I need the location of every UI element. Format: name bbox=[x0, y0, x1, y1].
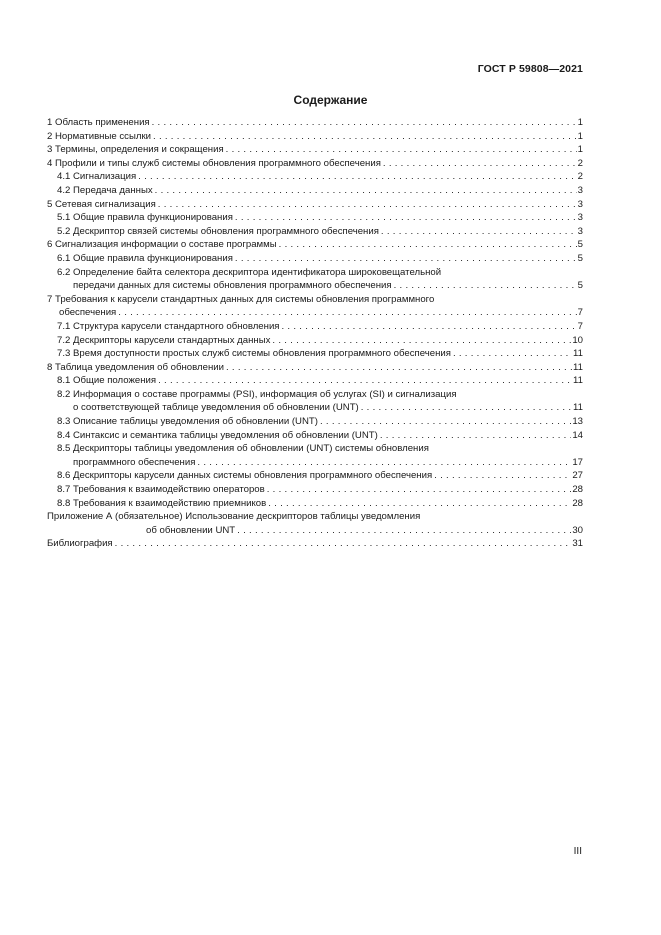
toc-entry-title: 8.7 Требования к взаимодействию операторов bbox=[57, 484, 265, 496]
toc-entry[interactable] bbox=[47, 238, 583, 252]
dot-leader bbox=[267, 483, 572, 497]
toc-entry-page: 27 bbox=[572, 470, 583, 482]
toc-entry[interactable] bbox=[47, 429, 583, 443]
toc-entry-page: 11 bbox=[573, 361, 583, 373]
toc-entry-title: об обновлении UNT bbox=[146, 524, 236, 536]
dot-leader bbox=[155, 184, 577, 198]
document-id: ГОСТ Р 59808—2021 bbox=[477, 63, 583, 75]
toc-entry-title: обеспечения bbox=[59, 307, 117, 319]
toc-entry-page: 1 bbox=[577, 144, 583, 156]
toc-entry[interactable] bbox=[47, 211, 583, 225]
dot-leader bbox=[320, 415, 571, 429]
toc-entry-page: 5 bbox=[577, 239, 583, 251]
toc-entry-first-line: 6.2 Определение байта селектора дескриптора идентификатора широковещательной bbox=[57, 266, 442, 278]
toc-entry-title: 8.3 Описание таблицы уведомления об обновлении (UNT) bbox=[57, 416, 318, 428]
toc-entry[interactable] bbox=[47, 252, 583, 266]
toc-entry-page: 10 bbox=[572, 334, 583, 346]
toc-entry[interactable] bbox=[47, 198, 583, 212]
toc-entry[interactable] bbox=[47, 497, 583, 511]
toc-entry-title: 8.8 Требования к взаимодействию приемников bbox=[57, 497, 267, 509]
dot-leader bbox=[158, 374, 572, 388]
dot-leader bbox=[434, 469, 571, 483]
toc-entry[interactable] bbox=[47, 116, 583, 130]
toc-entry-page: 1 bbox=[577, 130, 583, 142]
toc-entry-page: 7 bbox=[577, 307, 583, 319]
toc-entry[interactable] bbox=[47, 415, 583, 429]
toc-entry-title: 6.1 Общие правила функционирования bbox=[57, 252, 233, 264]
page-number: III bbox=[573, 846, 582, 857]
toc-entry-title: программного обеспечения bbox=[73, 456, 196, 468]
dot-leader bbox=[361, 401, 572, 415]
toc-entry[interactable] bbox=[47, 279, 583, 293]
toc-entry-title: 7.1 Структура карусели стандартного обновления bbox=[57, 320, 280, 332]
toc-entry-title: 5 Сетевая сигнализация bbox=[47, 198, 156, 210]
toc-entry-title: 2 Нормативные ссылки bbox=[47, 130, 152, 142]
toc-entry[interactable] bbox=[47, 524, 583, 538]
toc-entry-page: 14 bbox=[572, 429, 583, 441]
dot-leader bbox=[152, 116, 577, 130]
toc-entry-title: 8.6 Дескрипторы карусели данных системы обновления программного обеспечения bbox=[57, 470, 433, 482]
toc-entry-page: 2 bbox=[577, 171, 583, 183]
toc-entry-title: 8 Таблица уведомления об обновлении bbox=[47, 361, 224, 373]
toc-entry[interactable] bbox=[47, 347, 583, 361]
toc-entry-title: 8.4 Синтаксис и семантика таблицы уведомления об обновлении (UNT) bbox=[57, 429, 378, 441]
dot-leader bbox=[394, 279, 577, 293]
toc-entry-page: 1 bbox=[577, 117, 583, 128]
toc-entry-page: 3 bbox=[577, 212, 583, 224]
dot-leader bbox=[237, 524, 571, 538]
page-title: Содержание bbox=[293, 93, 368, 107]
toc-entry-page: 11 bbox=[573, 375, 583, 387]
toc-entry[interactable] bbox=[47, 456, 583, 470]
toc-entry-page: 3 bbox=[577, 225, 583, 237]
dot-leader bbox=[158, 198, 577, 212]
toc-entry-title: 4 Профили и типы служб системы обновления программного обеспечения bbox=[47, 157, 381, 169]
toc-entry-title: 7.3 Время доступности простых служб системы обновления программного обеспечения bbox=[57, 348, 451, 360]
dot-leader bbox=[381, 225, 577, 239]
toc-entry-page: 13 bbox=[572, 416, 583, 428]
toc-entry-title: Библиография bbox=[47, 538, 113, 550]
dot-leader bbox=[282, 320, 577, 334]
toc-entry-page: 30 bbox=[572, 524, 583, 536]
toc-entry[interactable] bbox=[47, 361, 583, 375]
toc-entry-page: 11 bbox=[573, 402, 583, 414]
toc-entry-title: 5.1 Общие правила функционирования bbox=[57, 212, 233, 224]
dot-leader bbox=[279, 238, 577, 252]
toc-entry-title: 8.1 Общие положения bbox=[57, 375, 157, 387]
toc-entry[interactable] bbox=[47, 320, 583, 334]
toc-entry-title: передачи данных для системы обновления программного обеспечения bbox=[73, 280, 392, 292]
toc-entry-page: 7 bbox=[577, 320, 583, 332]
toc-entry-title: 1 Область применения bbox=[47, 117, 150, 128]
dot-leader bbox=[153, 130, 577, 144]
toc-entry[interactable] bbox=[47, 130, 583, 144]
toc-entry[interactable] bbox=[47, 401, 583, 415]
toc-entry-title: 6 Сигнализация информации о составе программы bbox=[47, 239, 277, 251]
toc-entry-first-line: 8.5 Дескрипторы таблицы уведомления об обновлении (UNT) системы обновления bbox=[57, 443, 429, 455]
toc-entry[interactable] bbox=[47, 469, 583, 483]
toc-entry-page: 3 bbox=[577, 198, 583, 210]
toc-entry-page: 5 bbox=[577, 280, 583, 292]
toc-entry-page: 28 bbox=[572, 497, 583, 509]
toc-entry-page: 2 bbox=[577, 157, 583, 169]
toc-entry[interactable] bbox=[47, 374, 583, 388]
toc-entry-first-line: Приложение А (обязательное) Использование дескрипторов таблицы уведомления bbox=[47, 511, 421, 523]
toc-entry-title: 3 Термины, определения и сокращения bbox=[47, 144, 224, 156]
toc-entry-title: 4.2 Передача данных bbox=[57, 184, 153, 196]
dot-leader bbox=[380, 429, 572, 443]
toc-entry-page: 31 bbox=[572, 538, 583, 550]
dot-leader bbox=[118, 306, 576, 320]
dot-leader bbox=[268, 497, 571, 511]
toc-entry[interactable] bbox=[47, 157, 583, 171]
dot-leader bbox=[383, 157, 577, 171]
dot-leader bbox=[235, 211, 577, 225]
toc-entry-title: о соответствующей таблице уведомления об обновлении (UNT) bbox=[73, 402, 359, 414]
dot-leader bbox=[226, 361, 572, 375]
toc-entry[interactable] bbox=[47, 143, 583, 157]
toc-entry-page: 17 bbox=[572, 456, 583, 468]
dot-leader bbox=[235, 252, 577, 266]
toc-entry-first-line: 8.2 Информация о составе программы (PSI), информация об услугах (SI) и сигнализация bbox=[57, 388, 457, 400]
toc-entry[interactable] bbox=[47, 170, 583, 184]
toc-entry-title: 7.2 Дескрипторы карусели стандартных данных bbox=[57, 334, 271, 346]
toc-entry[interactable] bbox=[47, 334, 583, 348]
toc-entry[interactable] bbox=[47, 306, 583, 320]
table-of-contents bbox=[47, 116, 583, 551]
toc-entry-title: 4.1 Сигнализация bbox=[57, 171, 137, 183]
toc-entry[interactable] bbox=[47, 184, 583, 198]
toc-entry[interactable] bbox=[47, 483, 583, 497]
toc-entry-title: 5.2 Дескриптор связей системы обновления программного обеспечения bbox=[57, 225, 379, 237]
toc-entry-page: 3 bbox=[577, 184, 583, 196]
toc-entry-page: 28 bbox=[572, 484, 583, 496]
dot-leader bbox=[115, 537, 572, 551]
toc-entry[interactable] bbox=[47, 225, 583, 239]
dot-leader bbox=[197, 456, 571, 470]
dot-leader bbox=[272, 334, 571, 348]
dot-leader bbox=[453, 347, 572, 361]
toc-entry-page: 11 bbox=[573, 348, 583, 360]
toc-entry[interactable] bbox=[47, 537, 583, 551]
dot-leader bbox=[226, 143, 577, 157]
toc-entry-page: 5 bbox=[577, 252, 583, 264]
dot-leader bbox=[138, 170, 576, 184]
toc-entry-first-line: 7 Требования к карусели стандартных данных для системы обновления программного bbox=[47, 293, 435, 305]
